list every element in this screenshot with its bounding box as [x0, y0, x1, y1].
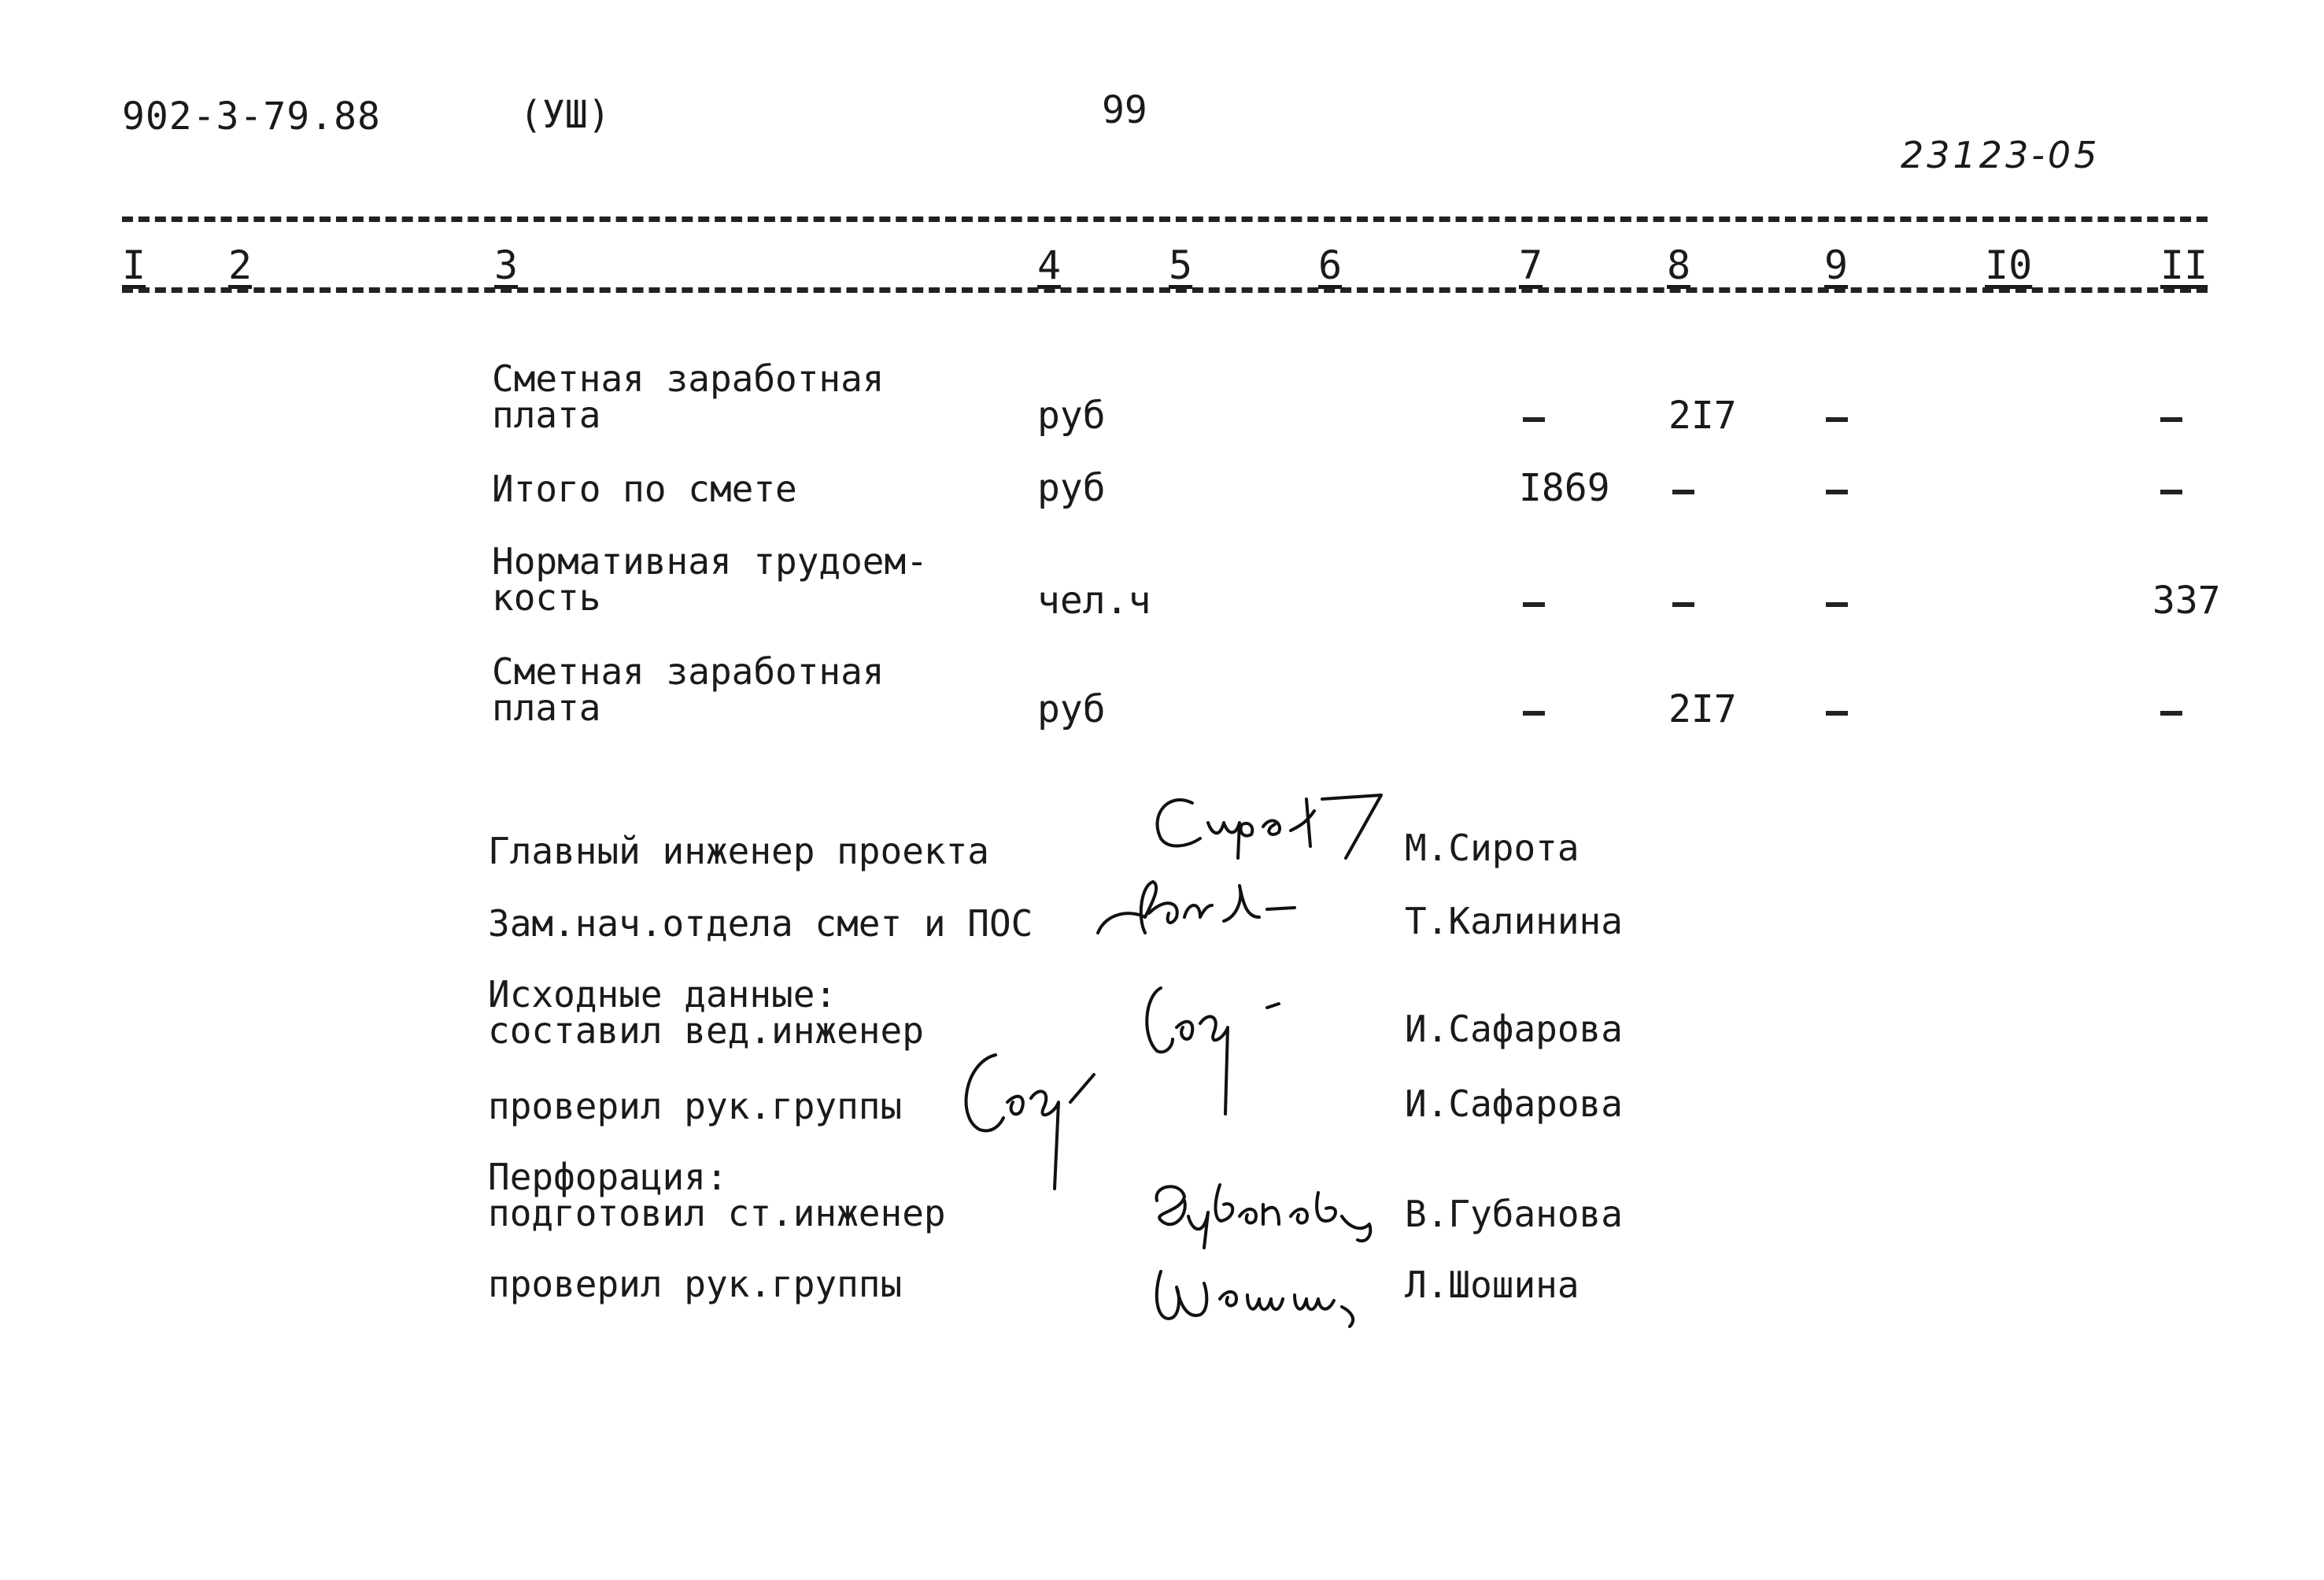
signer-name: В.Губанова [1405, 1193, 1623, 1235]
signer-title: Зам.нач.отдела смет и ПОС [488, 902, 1033, 945]
page-number: 99 [1102, 88, 1147, 132]
dash-cell [2160, 417, 2182, 422]
column-number: 4 [1037, 242, 1062, 288]
handwritten-signature [948, 1039, 1129, 1197]
value-cell: I869 [1519, 466, 1610, 510]
row-label: Нормативная трудоем- кость [492, 540, 928, 619]
column-number: I0 [1985, 242, 2033, 288]
table-header-rule [122, 287, 2208, 293]
dash-cell [2160, 490, 2182, 494]
row-label: Сметная заработная плата [492, 650, 885, 729]
dash-cell [1826, 417, 1848, 422]
signer-title: проверил рук.группы [488, 1085, 903, 1127]
column-number: 2 [228, 242, 253, 288]
table-top-rule [122, 216, 2208, 222]
signer-title: проверил рук.группы [488, 1263, 903, 1305]
unit-cell: руб [1037, 394, 1106, 438]
column-number: 8 [1667, 242, 1691, 288]
handwritten-signature [1145, 1169, 1397, 1256]
dash-cell [1672, 602, 1694, 607]
unit-cell: чел.ч [1037, 579, 1151, 623]
signer-name: Т.Калинина [1405, 900, 1623, 942]
dash-cell [1672, 490, 1694, 494]
handwritten-signature [1145, 783, 1405, 870]
value-cell: 2I7 [1668, 394, 1737, 438]
handwritten-signature [1090, 870, 1310, 949]
dash-cell [2160, 711, 2182, 716]
dash-cell [1826, 490, 1848, 494]
column-number: I [122, 242, 146, 288]
dash-cell [1826, 711, 1848, 716]
row-label: Итого по смете [492, 468, 797, 510]
signer-title: Исходные данные: составил вед.инженер [488, 973, 924, 1052]
handwritten-signature [1145, 1252, 1397, 1338]
signer-name: И.Сафарова [1405, 1008, 1623, 1050]
document-code: 902-3-79.88 [122, 94, 381, 139]
dash-cell [1523, 417, 1545, 422]
dash-cell [1523, 602, 1545, 607]
unit-cell: руб [1037, 466, 1106, 510]
signer-title: Главный инженер проекта [488, 830, 989, 872]
value-cell: 337 [2152, 579, 2221, 623]
handwritten-signature [1129, 980, 1318, 1122]
value-cell: 2I7 [1668, 687, 1737, 731]
dash-cell [1523, 711, 1545, 716]
column-number: II [2160, 242, 2208, 288]
signer-name: И.Сафарова [1405, 1082, 1623, 1125]
row-label: Сметная заработная плата [492, 357, 885, 436]
signer-name: Л.Шошина [1405, 1264, 1580, 1306]
column-number: 3 [494, 242, 519, 288]
signer-name: М.Сирота [1405, 827, 1580, 869]
column-number: 9 [1824, 242, 1849, 288]
archive-number: 23123-05 [1901, 134, 2100, 176]
column-number: 5 [1169, 242, 1193, 288]
signer-title: Перфорация: подготовил ст.инженер [488, 1156, 946, 1234]
document-series: (УШ) [519, 93, 611, 137]
unit-cell: руб [1037, 687, 1106, 731]
column-number: 7 [1519, 242, 1543, 288]
column-number: 6 [1318, 242, 1343, 288]
dash-cell [1826, 602, 1848, 607]
